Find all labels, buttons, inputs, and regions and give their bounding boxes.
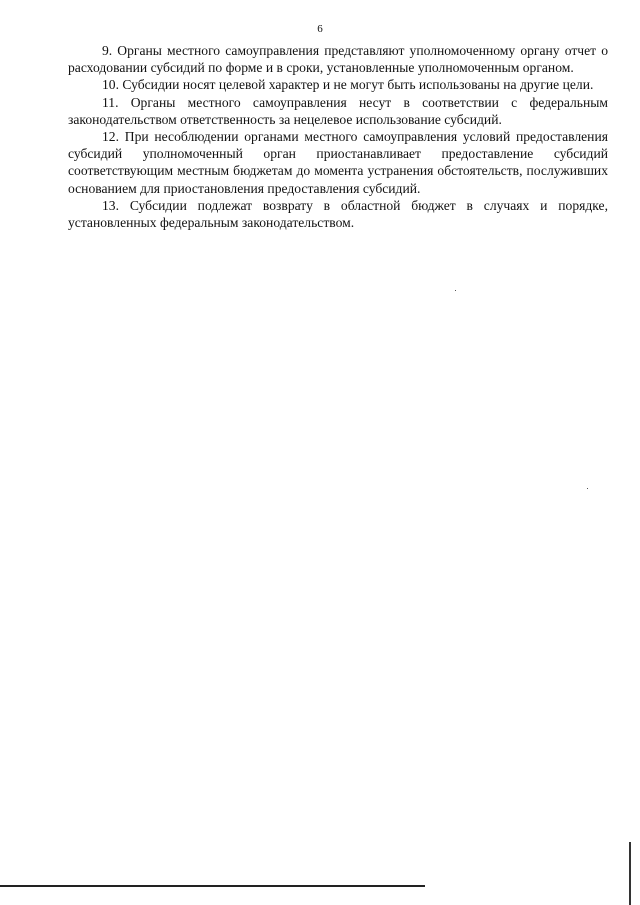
paragraph-13: 13. Субсидии подлежат возврату в областной бюджет в случаях и порядке, установленных федеральным законодательством. <box>68 197 608 231</box>
paragraph-10: 10. Субсидии носят целевой характер и не могут быть использованы на другие цели. <box>102 77 594 93</box>
scan-edge-line-bottom <box>0 885 425 887</box>
scan-speck <box>455 290 456 291</box>
page-number: 6 <box>317 23 323 35</box>
paragraph-11: 11. Органы местного самоуправления несут в соответствии с федеральным законодательством ответственность за нецелевое использование субсидий. <box>68 94 608 127</box>
scan-edge-line-right <box>629 842 631 905</box>
paragraph-12: 12. При несоблюдении органами местного самоуправления условий предоставления субсидий уполномоченный орган приостанавливает предоставление субсидий соответствующим местным бюджетам до момента устранения обстоятельств, послуживших основанием для приостановления предоставления субсидий. <box>68 129 608 196</box>
document-body <box>68 42 608 231</box>
scan-speck <box>587 488 588 489</box>
paragraph-9: 9. Органы местного самоуправления представляют уполномоченному органу отчет о расходовании субсидий по форме и в сроки, установленные уполномоченным органом. <box>68 43 608 76</box>
